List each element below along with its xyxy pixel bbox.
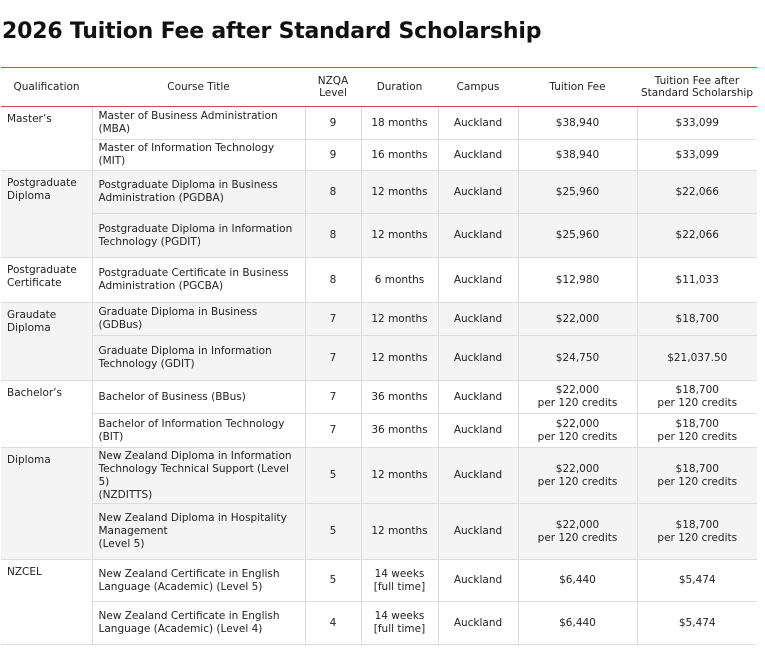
table-header-row <box>1 68 757 107</box>
duration-cell: 18 months <box>361 107 438 140</box>
level-cell: 5 <box>305 504 361 560</box>
fee-after-scholarship-cell: $22,066 <box>637 171 757 214</box>
tuition-fee-table <box>1 67 757 645</box>
header-nzqa-level: NZQA Level <box>305 68 361 107</box>
course-title-cell: Postgraduate Diploma in Business Administration (PGDBA) <box>92 171 305 214</box>
course-title-cell: Postgraduate Certificate in Business Administration (PGCBA) <box>92 258 305 303</box>
level-cell: 7 <box>305 414 361 448</box>
duration-cell: 12 months <box>361 214 438 258</box>
course-title-cell: Postgraduate Diploma in Information Technology (PGDIT) <box>92 214 305 258</box>
tuition-fee-cell: $24,750 <box>518 336 637 381</box>
level-cell: 7 <box>305 303 361 336</box>
course-title-cell: New Zealand Diploma in Information Technology Technical Support (Level 5) (NZDITTS) <box>92 448 305 504</box>
campus-cell: Auckland <box>438 336 518 381</box>
course-title-cell: Bachelor of Information Technology (BIT) <box>92 414 305 448</box>
level-cell: 9 <box>305 140 361 171</box>
header-fee-after-scholarship: Tuition Fee after Standard Scholarship <box>637 68 757 107</box>
course-title-cell: Master of Business Administration (MBA) <box>92 107 305 140</box>
tuition-fee-cell: $12,980 <box>518 258 637 303</box>
campus-cell: Auckland <box>438 107 518 140</box>
table-row <box>1 171 757 214</box>
course-title-cell: New Zealand Diploma in Hospitality Management (Level 5) <box>92 504 305 560</box>
tuition-fee-cell: $6,440 <box>518 560 637 602</box>
header-duration: Duration <box>361 68 438 107</box>
tuition-fee-cell: $38,940 <box>518 140 637 171</box>
tuition-fee-cell: $25,960 <box>518 214 637 258</box>
qualification-cell: Postgraduate Certificate <box>1 258 92 303</box>
fee-after-scholarship-cell: $18,700 per 120 credits <box>637 504 757 560</box>
campus-cell: Auckland <box>438 140 518 171</box>
campus-cell: Auckland <box>438 504 518 560</box>
qualification-cell: Bachelor’s <box>1 381 92 448</box>
table-row <box>1 414 757 448</box>
header-campus: Campus <box>438 68 518 107</box>
table-row <box>1 258 757 303</box>
table-row <box>1 560 757 602</box>
course-title-cell: New Zealand Certificate in English Language (Academic) (Level 5) <box>92 560 305 602</box>
level-cell: 5 <box>305 560 361 602</box>
tuition-fee-cell: $6,440 <box>518 602 637 645</box>
duration-cell: 36 months <box>361 381 438 414</box>
course-title-cell: Graduate Diploma in Business (GDBus) <box>92 303 305 336</box>
fee-after-scholarship-cell: $11,033 <box>637 258 757 303</box>
duration-cell: 12 months <box>361 448 438 504</box>
campus-cell: Auckland <box>438 258 518 303</box>
table-row <box>1 381 757 414</box>
fee-after-scholarship-cell: $18,700 <box>637 303 757 336</box>
course-title-cell: Graduate Diploma in Information Technology (GDIT) <box>92 336 305 381</box>
tuition-fee-cell: $22,000 <box>518 303 637 336</box>
table-row <box>1 504 757 560</box>
qualification-cell: Postgraduate Diploma <box>1 171 92 258</box>
level-cell: 7 <box>305 336 361 381</box>
table-row <box>1 602 757 645</box>
table-row <box>1 303 757 336</box>
tuition-fee-cell: $25,960 <box>518 171 637 214</box>
level-cell: 8 <box>305 214 361 258</box>
campus-cell: Auckland <box>438 602 518 645</box>
duration-cell: 6 months <box>361 258 438 303</box>
qualification-cell: Graudate Diploma <box>1 303 92 381</box>
campus-cell: Auckland <box>438 214 518 258</box>
campus-cell: Auckland <box>438 171 518 214</box>
fee-after-scholarship-cell: $33,099 <box>637 107 757 140</box>
level-cell: 8 <box>305 171 361 214</box>
header-qualification: Qualification <box>1 68 92 107</box>
table-row <box>1 448 757 504</box>
level-cell: 8 <box>305 258 361 303</box>
level-cell: 9 <box>305 107 361 140</box>
fee-after-scholarship-cell: $18,700 per 120 credits <box>637 448 757 504</box>
qualification-cell: Master’s <box>1 107 92 171</box>
course-title-cell: New Zealand Certificate in English Language (Academic) (Level 4) <box>92 602 305 645</box>
duration-cell: 12 months <box>361 171 438 214</box>
qualification-cell: NZCEL <box>1 560 92 645</box>
table-row <box>1 107 757 140</box>
level-cell: 4 <box>305 602 361 645</box>
campus-cell: Auckland <box>438 414 518 448</box>
tuition-fee-cell: $22,000 per 120 credits <box>518 448 637 504</box>
course-title-cell: Bachelor of Business (BBus) <box>92 381 305 414</box>
fee-after-scholarship-cell: $5,474 <box>637 602 757 645</box>
header-tuition-fee: Tuition Fee <box>518 68 637 107</box>
duration-cell: 36 months <box>361 414 438 448</box>
tuition-fee-cell: $38,940 <box>518 107 637 140</box>
campus-cell: Auckland <box>438 381 518 414</box>
tuition-fee-cell: $22,000 per 120 credits <box>518 414 637 448</box>
duration-cell: 12 months <box>361 336 438 381</box>
duration-cell: 16 months <box>361 140 438 171</box>
table-row <box>1 140 757 171</box>
course-title-cell: Master of Information Technology (MIT) <box>92 140 305 171</box>
campus-cell: Auckland <box>438 448 518 504</box>
duration-cell: 12 months <box>361 303 438 336</box>
qualification-cell: Diploma <box>1 448 92 560</box>
duration-cell: 14 weeks [full time] <box>361 602 438 645</box>
header-course-title: Course Title <box>92 68 305 107</box>
table-row <box>1 214 757 258</box>
fee-after-scholarship-cell: $21,037.50 <box>637 336 757 381</box>
tuition-fee-cell: $22,000 per 120 credits <box>518 381 637 414</box>
fee-after-scholarship-cell: $33,099 <box>637 140 757 171</box>
page-title: 2026 Tuition Fee after Standard Scholarship <box>2 19 542 44</box>
campus-cell: Auckland <box>438 560 518 602</box>
level-cell: 5 <box>305 448 361 504</box>
duration-cell: 14 weeks [full time] <box>361 560 438 602</box>
fee-after-scholarship-cell: $5,474 <box>637 560 757 602</box>
fee-after-scholarship-cell: $18,700 per 120 credits <box>637 381 757 414</box>
fee-after-scholarship-cell: $18,700 per 120 credits <box>637 414 757 448</box>
fee-after-scholarship-cell: $22,066 <box>637 214 757 258</box>
campus-cell: Auckland <box>438 303 518 336</box>
level-cell: 7 <box>305 381 361 414</box>
tuition-fee-cell: $22,000 per 120 credits <box>518 504 637 560</box>
table-row <box>1 336 757 381</box>
duration-cell: 12 months <box>361 504 438 560</box>
table-body <box>1 107 757 645</box>
